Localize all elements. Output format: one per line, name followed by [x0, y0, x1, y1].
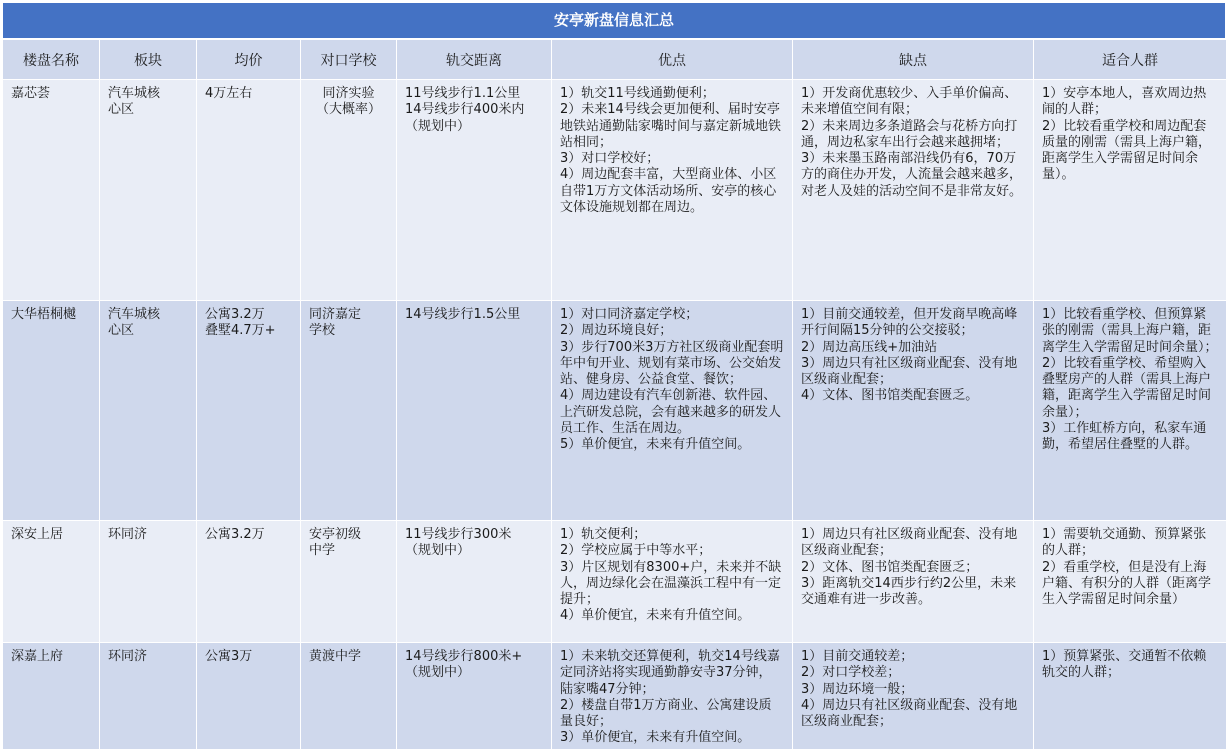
- cell-price: 4万左右: [197, 80, 301, 301]
- header-rail: 轨交距离: [397, 40, 552, 80]
- cell-name: 嘉芯荟: [3, 80, 100, 301]
- cell-cons: 1）目前交通较差； 2）对口学校差； 3）周边环境一般； 4）周边只有社区级商业配套、没有地区级商业配套；: [793, 643, 1034, 750]
- header-pros: 优点: [552, 40, 793, 80]
- header-cons: 缺点: [793, 40, 1034, 80]
- cell-pros: 1）轨交便利； 2）学校应属于中等水平； 3）片区规划有8300+户，未来并不缺人，周边绿化会在温藻浜工程中有一定提升； 4）单价便宜，未来有升值空间。: [552, 521, 793, 643]
- header-name: 楼盘名称: [3, 40, 100, 80]
- cell-rail: 11号线步行300米 （规划中）: [397, 521, 552, 643]
- header-school: 对口学校: [301, 40, 397, 80]
- cell-price: 公寓3.2万 叠墅4.7万+: [197, 301, 301, 521]
- cell-school: 黄渡中学: [301, 643, 397, 750]
- cell-pros: 1）轨交11号线通勤便利； 2）未来14号线会更加便利、届时安亭地铁站通勤陆家嘴时间与嘉定新城地铁站相同； 3）对口学校好； 4）周边配套丰富，大型商业体、小区自带1万方文体活动场所、安亭的核心文体设施规划都在周边。: [552, 80, 793, 301]
- cell-rail: 11号线步行1.1公里 14号线步行400米内 （规划中）: [397, 80, 552, 301]
- header-fit: 适合人群: [1034, 40, 1227, 80]
- cell-school: 同济嘉定 学校: [301, 301, 397, 521]
- table-row: [3, 643, 1227, 750]
- cell-area: 环同济: [100, 643, 197, 750]
- cell-price: 公寓3万: [197, 643, 301, 750]
- cell-name: 深嘉上府: [3, 643, 100, 750]
- table-row: [3, 301, 1227, 521]
- cell-name: 大华梧桐樾: [3, 301, 100, 521]
- cell-area: 环同济: [100, 521, 197, 643]
- table-row: [3, 521, 1227, 643]
- cell-fit: 1）需要轨交通勤、预算紧张的人群； 2）看重学校，但是没有上海户籍、有积分的人群（距离学生入学需留足时间余量）: [1034, 521, 1227, 643]
- cell-area: 汽车城核 心区: [100, 301, 197, 521]
- cell-cons: 1）周边只有社区级商业配套、没有地区级商业配套； 2）文体、图书馆类配套匮乏； 3）距离轨交14西步行约2公里，未来交通难有进一步改善。: [793, 521, 1034, 643]
- cell-name: 深安上居: [3, 521, 100, 643]
- cell-area: 汽车城核 心区: [100, 80, 197, 301]
- cell-school: 同济实验 （大概率）: [301, 80, 397, 301]
- header-row: [3, 40, 1227, 80]
- cell-fit: 1）预算紧张、交通暂不依赖轨交的人群；: [1034, 643, 1227, 750]
- cell-rail: 14号线步行800米+ （规划中）: [397, 643, 552, 750]
- cell-rail: 14号线步行1.5公里: [397, 301, 552, 521]
- cell-school: 安亭初级 中学: [301, 521, 397, 643]
- cell-cons: 1）开发商优惠较少、入手单价偏高、未来增值空间有限； 2）未来周边多条道路会与花桥方向打通，周边私家车出行会越来越拥堵； 3）未来墨玉路南部沿线仍有6，70万方的商住办开发，人流量会越来越多，对老人及娃的活动空间不是非常友好。: [793, 80, 1034, 301]
- table-row: [3, 80, 1227, 301]
- cell-pros: 1）未来轨交还算便利，轨交14号线嘉定同济站将实现通勤静安寺37分钟，陆家嘴47分钟； 2）楼盘自带1万方商业、公寓建设质量良好； 3）单价便宜，未来有升值空间。: [552, 643, 793, 750]
- header-area: 板块: [100, 40, 197, 80]
- cell-fit: 1）安亭本地人，喜欢周边热闹的人群； 2）比较看重学校和周边配套质量的刚需（需具上海户籍，距离学生入学需留足时间余量）。: [1034, 80, 1227, 301]
- cell-cons: 1）目前交通较差，但开发商早晚高峰开行间隔15分钟的公交接驳； 2）周边高压线+加油站 3）周边只有社区级商业配套、没有地区级商业配套； 4）文体、图书馆类配套匮乏。: [793, 301, 1034, 521]
- table-title: 安亭新盘信息汇总: [2, 2, 1226, 39]
- cell-pros: 1）对口同济嘉定学校； 2）周边环境良好； 3）步行700米3万方社区级商业配套明年中旬开业、规划有菜市场、公交始发站、健身房、公益食堂、餐饮； 4）周边建设有汽车创新港、软件园、上汽研发总院，会有越来越多的研发人员工作、生活在周边。 5）单价便宜，未来有升值空间。: [552, 301, 793, 521]
- header-price: 均价: [197, 40, 301, 80]
- summary-table: [2, 39, 1227, 750]
- cell-fit: 1）比较看重学校、但预算紧张的刚需（需具上海户籍，距离学生入学需留足时间余量）； 2）比较看重学校、希望购入叠墅房产的人群（需具上海户籍，距离学生入学需留足时间余量）； 3）工作虹桥方向，私家车通勤，希望居住叠墅的人群。: [1034, 301, 1227, 521]
- cell-price: 公寓3.2万: [197, 521, 301, 643]
